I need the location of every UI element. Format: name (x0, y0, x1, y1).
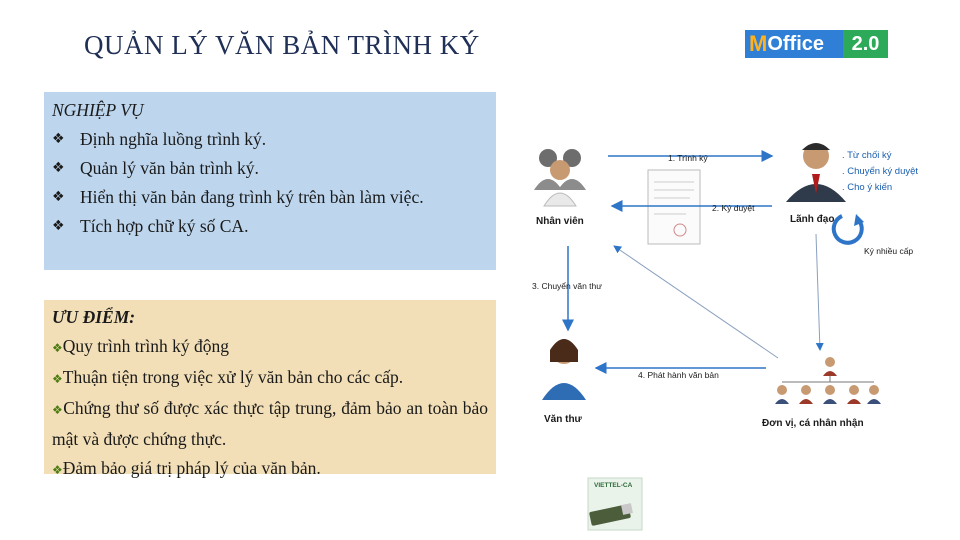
diamond-bullet-icon: ❖ (52, 160, 65, 176)
leader-options: . Từ chối ký . Chuyển ký duyệt . Cho ý kiến (842, 150, 919, 193)
leader-icon (786, 143, 846, 202)
list-item: ❖ Hiển thị văn bản đang trình ký trên bàn làm việc. (52, 183, 488, 212)
advantages-box (44, 300, 496, 478)
clerk-icon (542, 339, 586, 400)
features-box (44, 92, 496, 270)
step-submit-label: 1. Trình ký (668, 153, 708, 163)
step-forward-label: 3. Chuyển văn thư (532, 281, 602, 291)
list-item: ❖Chứng thư số được xác thực tập trung, đảm bảo an toàn bảo mật và được chứng thực. (52, 398, 488, 449)
actor-clerk-label: Văn thư (544, 414, 582, 425)
diamond-bullet-icon: ❖ (52, 131, 65, 147)
list-item: ❖ Tích hợp chữ ký số CA. (52, 212, 488, 241)
list-item: ❖ Định nghĩa luồng trình ký. (52, 125, 488, 154)
viettel-ca-token (586, 474, 644, 534)
list-item: ❖Đảm bảo giá trị pháp lý của văn bản. (52, 458, 321, 478)
loop-label: Ký nhiều cấp (864, 246, 914, 256)
moffice-logo: M Office 2.0 (745, 30, 888, 58)
staff-group-icon (534, 149, 586, 206)
diamond-bullet-icon: ❖ (52, 403, 64, 417)
diamond-bullet-icon: ❖ (52, 218, 65, 234)
list-item: ❖Thuận tiện trong việc xử lý văn bản cho các cấp. (52, 367, 404, 387)
document-icon (648, 170, 700, 244)
list-item: ❖ Quản lý văn bản trình ký. (52, 154, 488, 183)
diamond-bullet-icon: ❖ (52, 341, 63, 355)
m-logo-icon: M (749, 31, 768, 56)
features-heading: NGHIỆP VỤ (52, 100, 144, 120)
recipient-feedback-arrow (614, 246, 778, 358)
step-publish-label: 4. Phát hành văn bản (638, 370, 719, 380)
multi-level-cycle-icon (834, 214, 864, 243)
actor-staff-label: Nhân viên (536, 216, 584, 227)
leader-recipient-arrow (816, 234, 820, 350)
advantages-heading: ƯU ĐIỂM: (52, 307, 136, 327)
recipients-org-icon (775, 357, 881, 404)
actor-recipients-label: Đơn vị, cá nhân nhận (762, 418, 864, 429)
diamond-bullet-icon: ❖ (52, 189, 65, 205)
diamond-bullet-icon: ❖ (52, 372, 63, 386)
viettel-ca-text: VIETTEL-CA (594, 482, 633, 489)
list-item: ❖Quy trình trình ký động (52, 336, 230, 356)
actor-leader-label: Lãnh đạo (790, 214, 835, 225)
diamond-bullet-icon: ❖ (52, 463, 63, 477)
step-approved-label: 2. Ký duyệt (712, 203, 755, 213)
page-title: QUẢN LÝ VĂN BẢN TRÌNH KÝ (84, 30, 480, 60)
signing-flow-diagram (520, 130, 960, 440)
